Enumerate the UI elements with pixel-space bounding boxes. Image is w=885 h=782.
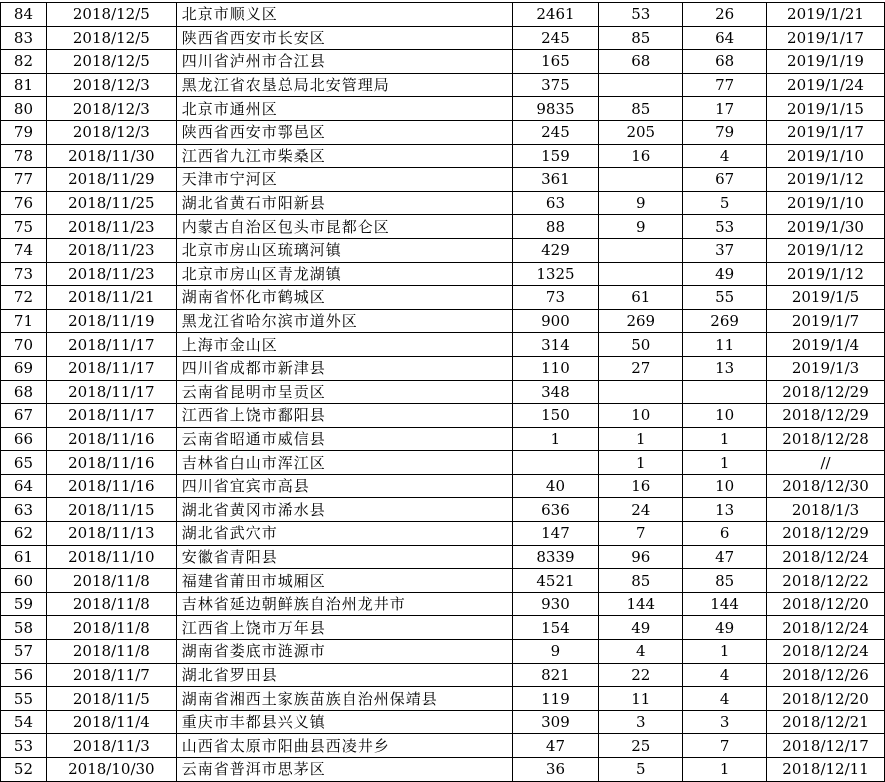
count-b-cell: 27 <box>599 356 683 380</box>
location-cell: 福建省莆田市城厢区 <box>176 569 512 593</box>
count-a-cell: 375 <box>512 73 599 97</box>
end-date-cell: 2018/12/20 <box>767 592 885 616</box>
count-a-cell: 309 <box>512 710 599 734</box>
count-b-cell: 269 <box>599 309 683 333</box>
row-number-cell: 54 <box>1 710 47 734</box>
report-date-cell: 2018/12/5 <box>46 3 176 27</box>
report-date-cell: 2018/11/7 <box>46 663 176 687</box>
table-row <box>1 451 885 475</box>
count-b-cell <box>599 262 683 286</box>
count-c-cell: 11 <box>683 333 767 357</box>
count-b-cell: 68 <box>599 50 683 74</box>
end-date-cell: 2018/12/24 <box>767 616 885 640</box>
table-row <box>1 710 885 734</box>
table-row <box>1 168 885 192</box>
row-number-cell: 55 <box>1 687 47 711</box>
row-number-cell: 60 <box>1 569 47 593</box>
table-row <box>1 120 885 144</box>
end-date-cell: 2019/1/10 <box>767 191 885 215</box>
table-row <box>1 333 885 357</box>
report-date-cell: 2018/11/8 <box>46 616 176 640</box>
row-number-cell: 80 <box>1 97 47 121</box>
report-date-cell: 2018/11/17 <box>46 380 176 404</box>
report-date-cell: 2018/11/17 <box>46 333 176 357</box>
end-date-cell: // <box>767 451 885 475</box>
count-c-cell: 49 <box>683 262 767 286</box>
count-c-cell: 55 <box>683 286 767 310</box>
count-a-cell: 245 <box>512 120 599 144</box>
count-a-cell: 314 <box>512 333 599 357</box>
end-date-cell: 2019/1/30 <box>767 215 885 239</box>
row-number-cell: 53 <box>1 734 47 758</box>
count-c-cell: 77 <box>683 73 767 97</box>
count-c-cell: 64 <box>683 26 767 50</box>
table-row <box>1 498 885 522</box>
count-b-cell: 3 <box>599 710 683 734</box>
report-date-cell: 2018/12/5 <box>46 50 176 74</box>
count-c-cell: 7 <box>683 734 767 758</box>
end-date-cell: 2018/12/17 <box>767 734 885 758</box>
report-date-cell: 2018/11/17 <box>46 404 176 428</box>
count-a-cell: 147 <box>512 522 599 546</box>
count-c-cell: 68 <box>683 50 767 74</box>
location-cell: 吉林省延边朝鲜族自治州龙井市 <box>176 592 512 616</box>
table-row <box>1 73 885 97</box>
location-cell: 北京市房山区琉璃河镇 <box>176 238 512 262</box>
end-date-cell: 2019/1/17 <box>767 26 885 50</box>
count-c-cell: 1 <box>683 640 767 664</box>
count-c-cell: 4 <box>683 663 767 687</box>
location-cell: 云南省普洱市思茅区 <box>176 758 512 782</box>
table-row <box>1 238 885 262</box>
location-cell: 北京市通州区 <box>176 97 512 121</box>
count-c-cell <box>683 380 767 404</box>
count-c-cell: 1 <box>683 451 767 475</box>
table-row <box>1 663 885 687</box>
location-cell: 天津市宁河区 <box>176 168 512 192</box>
count-b-cell: 11 <box>599 687 683 711</box>
table-row <box>1 758 885 782</box>
report-date-cell: 2018/11/8 <box>46 640 176 664</box>
report-date-cell: 2018/11/21 <box>46 286 176 310</box>
report-date-cell: 2018/11/23 <box>46 215 176 239</box>
table-row <box>1 3 885 27</box>
end-date-cell: 2018/12/24 <box>767 545 885 569</box>
count-a-cell: 429 <box>512 238 599 262</box>
report-date-cell: 2018/12/3 <box>46 73 176 97</box>
row-number-cell: 57 <box>1 640 47 664</box>
location-cell: 湖南省湘西土家族苗族自治州保靖县 <box>176 687 512 711</box>
count-c-cell: 4 <box>683 687 767 711</box>
count-a-cell: 361 <box>512 168 599 192</box>
outbreak-table <box>0 2 885 782</box>
location-cell: 黑龙江省农垦总局北安管理局 <box>176 73 512 97</box>
end-date-cell: 2019/1/4 <box>767 333 885 357</box>
table-row <box>1 356 885 380</box>
count-b-cell: 85 <box>599 569 683 593</box>
count-b-cell: 61 <box>599 286 683 310</box>
table-row <box>1 144 885 168</box>
count-b-cell: 85 <box>599 97 683 121</box>
location-cell: 北京市房山区青龙湖镇 <box>176 262 512 286</box>
row-number-cell: 67 <box>1 404 47 428</box>
end-date-cell: 2019/1/5 <box>767 286 885 310</box>
report-date-cell: 2018/12/5 <box>46 26 176 50</box>
row-number-cell: 52 <box>1 758 47 782</box>
location-cell: 湖南省娄底市涟源市 <box>176 640 512 664</box>
row-number-cell: 75 <box>1 215 47 239</box>
count-a-cell: 88 <box>512 215 599 239</box>
report-date-cell: 2018/11/15 <box>46 498 176 522</box>
table-row <box>1 474 885 498</box>
count-b-cell: 4 <box>599 640 683 664</box>
table-row <box>1 569 885 593</box>
table-row <box>1 522 885 546</box>
table-body <box>1 3 885 782</box>
location-cell: 重庆市丰都县兴义镇 <box>176 710 512 734</box>
end-date-cell: 2018/12/21 <box>767 710 885 734</box>
count-a-cell: 636 <box>512 498 599 522</box>
count-a-cell: 4521 <box>512 569 599 593</box>
row-number-cell: 77 <box>1 168 47 192</box>
row-number-cell: 73 <box>1 262 47 286</box>
count-a-cell: 245 <box>512 26 599 50</box>
location-cell: 黑龙江省哈尔滨市道外区 <box>176 309 512 333</box>
report-date-cell: 2018/12/3 <box>46 120 176 144</box>
count-c-cell: 26 <box>683 3 767 27</box>
row-number-cell: 61 <box>1 545 47 569</box>
spreadsheet <box>0 2 885 782</box>
location-cell: 山西省太原市阳曲县西凌井乡 <box>176 734 512 758</box>
location-cell: 江西省上饶市鄱阳县 <box>176 404 512 428</box>
count-b-cell <box>599 73 683 97</box>
table-row <box>1 262 885 286</box>
row-number-cell: 74 <box>1 238 47 262</box>
end-date-cell: 2019/1/21 <box>767 3 885 27</box>
count-a-cell: 63 <box>512 191 599 215</box>
count-b-cell: 85 <box>599 26 683 50</box>
report-date-cell: 2018/11/4 <box>46 710 176 734</box>
row-number-cell: 83 <box>1 26 47 50</box>
report-date-cell: 2018/11/16 <box>46 451 176 475</box>
count-b-cell: 16 <box>599 144 683 168</box>
count-a-cell: 900 <box>512 309 599 333</box>
location-cell: 陕西省西安市鄠邑区 <box>176 120 512 144</box>
count-c-cell: 53 <box>683 215 767 239</box>
count-b-cell: 25 <box>599 734 683 758</box>
count-c-cell: 17 <box>683 97 767 121</box>
table-row <box>1 215 885 239</box>
row-number-cell: 72 <box>1 286 47 310</box>
row-number-cell: 78 <box>1 144 47 168</box>
row-number-cell: 69 <box>1 356 47 380</box>
end-date-cell: 2019/1/12 <box>767 168 885 192</box>
count-a-cell: 348 <box>512 380 599 404</box>
count-b-cell: 9 <box>599 215 683 239</box>
table-row <box>1 191 885 215</box>
report-date-cell: 2018/11/25 <box>46 191 176 215</box>
count-a-cell: 9 <box>512 640 599 664</box>
count-b-cell: 5 <box>599 758 683 782</box>
location-cell: 吉林省白山市浑江区 <box>176 451 512 475</box>
location-cell: 湖北省黄石市阳新县 <box>176 191 512 215</box>
count-a-cell: 930 <box>512 592 599 616</box>
end-date-cell: 2019/1/12 <box>767 238 885 262</box>
report-date-cell: 2018/11/29 <box>46 168 176 192</box>
count-a-cell: 9835 <box>512 97 599 121</box>
row-number-cell: 65 <box>1 451 47 475</box>
count-b-cell: 9 <box>599 191 683 215</box>
count-b-cell: 205 <box>599 120 683 144</box>
count-c-cell: 13 <box>683 498 767 522</box>
location-cell: 江西省上饶市万年县 <box>176 616 512 640</box>
table-row <box>1 545 885 569</box>
row-number-cell: 84 <box>1 3 47 27</box>
table-row <box>1 286 885 310</box>
count-a-cell: 154 <box>512 616 599 640</box>
count-b-cell: 96 <box>599 545 683 569</box>
location-cell: 安徽省青阳县 <box>176 545 512 569</box>
count-b-cell: 1 <box>599 451 683 475</box>
end-date-cell: 2019/1/3 <box>767 356 885 380</box>
count-b-cell <box>599 238 683 262</box>
count-c-cell: 10 <box>683 474 767 498</box>
location-cell: 湖北省罗田县 <box>176 663 512 687</box>
count-a-cell: 36 <box>512 758 599 782</box>
count-b-cell: 16 <box>599 474 683 498</box>
count-a-cell: 159 <box>512 144 599 168</box>
table-row <box>1 640 885 664</box>
end-date-cell: 2018/12/26 <box>767 663 885 687</box>
count-b-cell: 22 <box>599 663 683 687</box>
count-c-cell: 4 <box>683 144 767 168</box>
count-c-cell: 10 <box>683 404 767 428</box>
location-cell: 四川省成都市新津县 <box>176 356 512 380</box>
location-cell: 四川省泸州市合江县 <box>176 50 512 74</box>
count-a-cell: 110 <box>512 356 599 380</box>
report-date-cell: 2018/11/16 <box>46 474 176 498</box>
count-c-cell: 5 <box>683 191 767 215</box>
count-a-cell: 1 <box>512 427 599 451</box>
table-row <box>1 427 885 451</box>
count-b-cell: 144 <box>599 592 683 616</box>
table-row <box>1 26 885 50</box>
count-a-cell: 150 <box>512 404 599 428</box>
count-b-cell <box>599 380 683 404</box>
row-number-cell: 82 <box>1 50 47 74</box>
row-number-cell: 71 <box>1 309 47 333</box>
row-number-cell: 79 <box>1 120 47 144</box>
row-number-cell: 59 <box>1 592 47 616</box>
end-date-cell: 2018/12/24 <box>767 640 885 664</box>
count-b-cell: 1 <box>599 427 683 451</box>
end-date-cell: 2018/1/3 <box>767 498 885 522</box>
count-a-cell: 119 <box>512 687 599 711</box>
count-c-cell: 79 <box>683 120 767 144</box>
count-c-cell: 144 <box>683 592 767 616</box>
location-cell: 上海市金山区 <box>176 333 512 357</box>
count-a-cell: 165 <box>512 50 599 74</box>
report-date-cell: 2018/11/16 <box>46 427 176 451</box>
report-date-cell: 2018/11/17 <box>46 356 176 380</box>
count-c-cell: 269 <box>683 309 767 333</box>
end-date-cell: 2019/1/10 <box>767 144 885 168</box>
report-date-cell: 2018/12/3 <box>46 97 176 121</box>
location-cell: 云南省昭通市威信县 <box>176 427 512 451</box>
end-date-cell: 2018/12/30 <box>767 474 885 498</box>
row-number-cell: 56 <box>1 663 47 687</box>
count-b-cell: 7 <box>599 522 683 546</box>
count-a-cell: 1325 <box>512 262 599 286</box>
end-date-cell: 2018/12/20 <box>767 687 885 711</box>
table-row <box>1 309 885 333</box>
row-number-cell: 70 <box>1 333 47 357</box>
location-cell: 江西省九江市柴桑区 <box>176 144 512 168</box>
count-c-cell: 3 <box>683 710 767 734</box>
end-date-cell: 2019/1/15 <box>767 97 885 121</box>
end-date-cell: 2018/12/29 <box>767 522 885 546</box>
table-row <box>1 734 885 758</box>
count-a-cell: 40 <box>512 474 599 498</box>
location-cell: 北京市顺义区 <box>176 3 512 27</box>
end-date-cell: 2018/12/29 <box>767 380 885 404</box>
count-c-cell: 6 <box>683 522 767 546</box>
report-date-cell: 2018/11/10 <box>46 545 176 569</box>
count-b-cell: 49 <box>599 616 683 640</box>
row-number-cell: 62 <box>1 522 47 546</box>
table-row <box>1 687 885 711</box>
location-cell: 湖北省武穴市 <box>176 522 512 546</box>
count-a-cell <box>512 451 599 475</box>
table-row <box>1 380 885 404</box>
count-c-cell: 49 <box>683 616 767 640</box>
table-row <box>1 616 885 640</box>
row-number-cell: 76 <box>1 191 47 215</box>
report-date-cell: 2018/11/3 <box>46 734 176 758</box>
count-a-cell: 821 <box>512 663 599 687</box>
table-row <box>1 592 885 616</box>
location-cell: 湖北省黄冈市浠水县 <box>176 498 512 522</box>
report-date-cell: 2018/11/5 <box>46 687 176 711</box>
end-date-cell: 2018/12/29 <box>767 404 885 428</box>
end-date-cell: 2019/1/12 <box>767 262 885 286</box>
count-c-cell: 67 <box>683 168 767 192</box>
location-cell: 湖南省怀化市鹤城区 <box>176 286 512 310</box>
location-cell: 四川省宜宾市高县 <box>176 474 512 498</box>
report-date-cell: 2018/11/19 <box>46 309 176 333</box>
report-date-cell: 2018/11/8 <box>46 569 176 593</box>
count-a-cell: 47 <box>512 734 599 758</box>
end-date-cell: 2018/12/28 <box>767 427 885 451</box>
count-c-cell: 47 <box>683 545 767 569</box>
row-number-cell: 66 <box>1 427 47 451</box>
row-number-cell: 81 <box>1 73 47 97</box>
count-a-cell: 8339 <box>512 545 599 569</box>
report-date-cell: 2018/11/23 <box>46 238 176 262</box>
location-cell: 陕西省西安市长安区 <box>176 26 512 50</box>
table-row <box>1 404 885 428</box>
count-b-cell: 50 <box>599 333 683 357</box>
row-number-cell: 64 <box>1 474 47 498</box>
report-date-cell: 2018/11/8 <box>46 592 176 616</box>
row-number-cell: 68 <box>1 380 47 404</box>
count-c-cell: 13 <box>683 356 767 380</box>
location-cell: 内蒙古自治区包头市昆都仑区 <box>176 215 512 239</box>
end-date-cell: 2019/1/7 <box>767 309 885 333</box>
row-number-cell: 63 <box>1 498 47 522</box>
report-date-cell: 2018/11/23 <box>46 262 176 286</box>
end-date-cell: 2019/1/19 <box>767 50 885 74</box>
count-c-cell: 1 <box>683 427 767 451</box>
count-c-cell: 85 <box>683 569 767 593</box>
count-a-cell: 73 <box>512 286 599 310</box>
table-row <box>1 97 885 121</box>
count-b-cell <box>599 168 683 192</box>
count-a-cell: 2461 <box>512 3 599 27</box>
report-date-cell: 2018/11/13 <box>46 522 176 546</box>
count-b-cell: 24 <box>599 498 683 522</box>
end-date-cell: 2018/12/22 <box>767 569 885 593</box>
end-date-cell: 2018/12/11 <box>767 758 885 782</box>
report-date-cell: 2018/11/30 <box>46 144 176 168</box>
count-b-cell: 53 <box>599 3 683 27</box>
report-date-cell: 2018/10/30 <box>46 758 176 782</box>
table-row <box>1 50 885 74</box>
count-c-cell: 37 <box>683 238 767 262</box>
end-date-cell: 2019/1/24 <box>767 73 885 97</box>
count-c-cell: 1 <box>683 758 767 782</box>
row-number-cell: 58 <box>1 616 47 640</box>
count-b-cell: 10 <box>599 404 683 428</box>
location-cell: 云南省昆明市呈贡区 <box>176 380 512 404</box>
end-date-cell: 2019/1/17 <box>767 120 885 144</box>
